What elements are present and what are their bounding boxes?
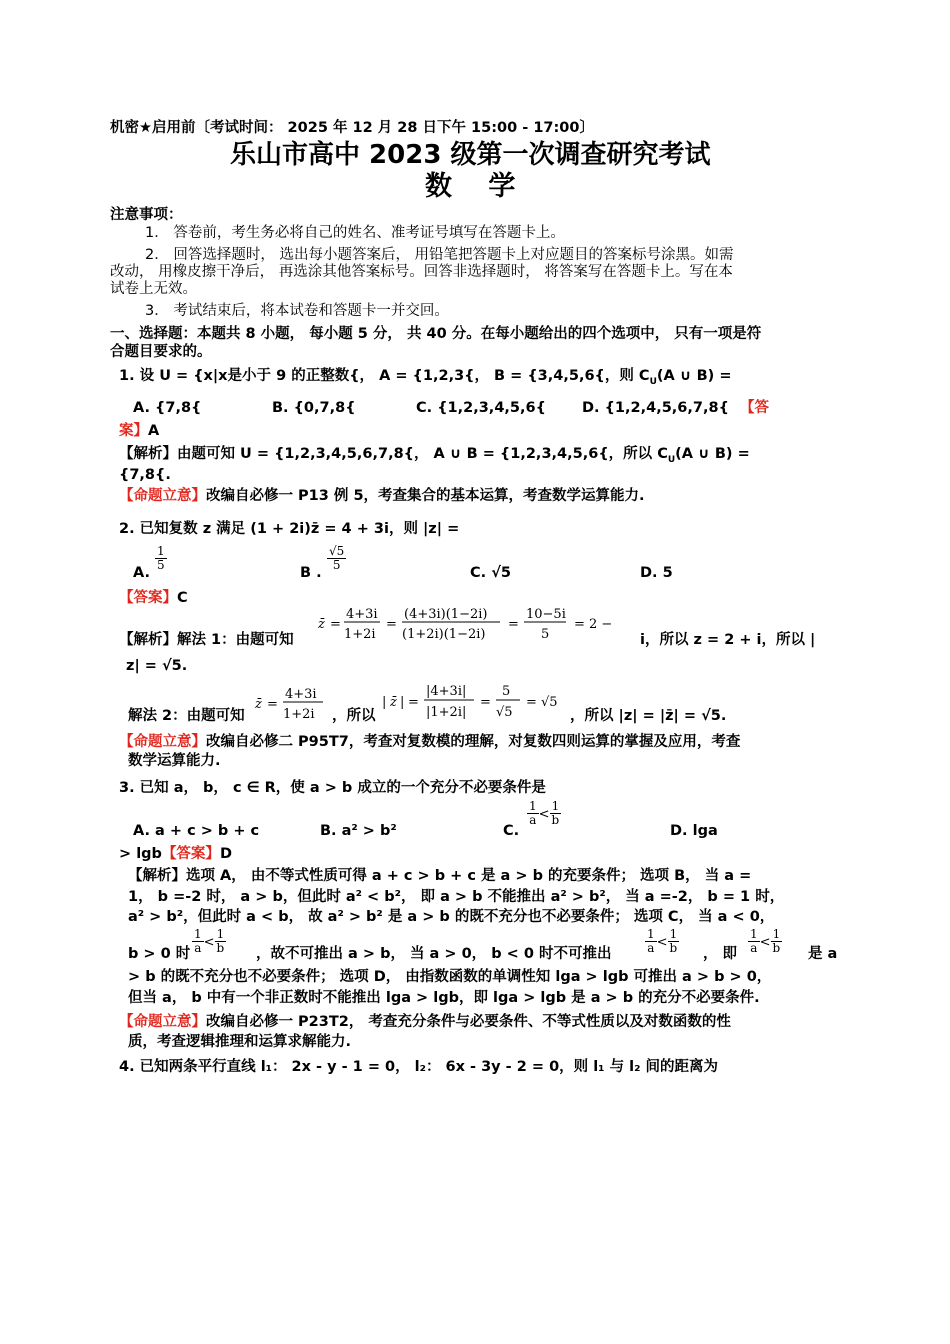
svg-text:= √5: = √5 xyxy=(526,695,558,710)
svg-text:=: = xyxy=(480,695,491,710)
question-3-analysis-fraction-1: $\frac{1}{a}$ < $\frac{1}{b}$ xyxy=(194,927,225,955)
question-3-analysis-line-1: 【解析】选项 A， 由不等式性质可得 a + c > b + c 是 a > b 的充要条件； 选项 B， 当 a = xyxy=(128,868,752,884)
question-2-method-2-formula-1 xyxy=(253,682,331,724)
svg-text:z̄: z̄ xyxy=(318,617,325,632)
question-1-option-b: B. {0,7,8{ xyxy=(272,400,356,416)
question-2-option-c: C. √5 xyxy=(470,565,511,581)
svg-text:z̄: z̄ xyxy=(390,695,397,710)
notice-item-2-line-3: 试卷上无效。 xyxy=(110,281,197,297)
notice-item-1: 1． 答卷前，考生务必将自己的姓名、准考证号填写在答题卡上。 xyxy=(145,225,565,241)
question-2-origin: 【命题立意】改编自必修二 P95T7，考查对复数模的理解，对复数四则运算的掌握及应用，考查 xyxy=(119,734,741,750)
svg-text:5: 5 xyxy=(541,627,550,642)
question-3-analysis-fraction-2: $\frac{1}{a}$ < $\frac{1}{b}$ xyxy=(647,927,678,955)
svg-text:=: = xyxy=(508,617,519,632)
question-3-analysis-line-5: > b 的既不充分也不必要条件； 选项 D， 由指数函数的单调性知 lga > lgb 可推出 a > b > 0， xyxy=(128,969,772,985)
notice-item-2-line-1: 2． 回答选择题时， 选出每小题答案后， 用铅笔把答题卡上对应题目的答案标号涂黑。如需 xyxy=(145,247,734,263)
question-1-option-d: D. {1,2,4,5,6,7,8{ xyxy=(582,400,729,416)
question-2-stem: 2. 已知复数 z 满足 (1 + 2i)z̄ = 4 + 3i，则 |z| = xyxy=(119,521,460,537)
confidential-line: 机密★启用前〔考试时间： 2025 年 12 月 28 日下午 15:00 - 17:00〕 xyxy=(110,120,594,136)
question-3-option-b: B. a² > b² xyxy=(320,823,397,839)
notice-item-3: 3． 考试结束后，将本试卷和答题卡一并交回。 xyxy=(145,303,449,319)
svg-text:=: = xyxy=(330,617,341,632)
notice-item-2-line-2: 改动， 用橡皮擦干净后， 再选涂其他答案标号。回答非选择题时， 将答案写在答题卡上。写在本 xyxy=(110,264,733,280)
question-3-option-a: A. a + c > b + c xyxy=(133,823,260,839)
question-3-analysis-line-4a: b > 0 时 xyxy=(128,946,191,962)
svg-text:= 2 −: = 2 − xyxy=(574,617,613,632)
exam-title: 乐山市高中 2023 级第一次调查研究考试 xyxy=(230,140,711,170)
question-3-option-d: D. lga xyxy=(670,823,718,839)
svg-text:=: = xyxy=(267,697,278,712)
question-3-analysis-line-4c: ， 即 xyxy=(703,946,738,962)
question-2-option-a: A. xyxy=(133,565,150,581)
question-3-option-c-formula: $\frac{1}{a}$ < $\frac{1}{b}$ xyxy=(529,799,560,827)
question-2-analysis-intro: 【解析】解法 1：由题可知 xyxy=(119,632,294,648)
svg-text:|: | xyxy=(382,695,387,710)
question-3-origin: 【命题立意】改编自必修一 P23T2， 考查充分条件与必要条件、不等式性质以及对数函数的性 xyxy=(119,1014,731,1030)
question-2-origin-line-2: 数学运算能力. xyxy=(128,753,221,769)
section-heading-line-1: 一、选择题：本题共 8 小题， 每小题 5 分， 共 40 分。在每小题给出的四个选项中， 只有一项是符 xyxy=(110,326,762,342)
question-3-analysis-line-2: 1， b =-2 时， a > b，但此时 a² < b²， 即 a > b 不能推出 a² > b²， 当 a =-2， b = 1 时， xyxy=(128,889,785,905)
svg-text:10−5i: 10−5i xyxy=(526,607,566,622)
question-3-option-c: C. xyxy=(503,823,520,839)
question-1-answer-tag-part-1: 【答 xyxy=(740,400,769,416)
question-2-method-2-tail: ，所以 |z| = |z̄| = √5. xyxy=(570,708,727,724)
question-3-analysis-line-4b: ，故不可推出 a > b， 当 a > 0， b < 0 时不可推出 xyxy=(256,946,612,962)
question-2-answer: 【答案】C xyxy=(119,590,188,606)
subject-title: 数 学 xyxy=(425,171,516,202)
question-2-option-b-fraction: $\frac{√5}{5}$ xyxy=(329,544,345,572)
question-2-option-b: B . xyxy=(300,565,322,581)
question-3-analysis-line-4d: 是 a xyxy=(808,946,838,962)
question-1-origin: 【命题立意】改编自必修一 P13 例 5，考查集合的基本运算，考查数学运算能力. xyxy=(119,488,645,504)
question-2-option-d: D. 5 xyxy=(640,565,673,581)
question-2-analysis-line-2: z| = √5. xyxy=(126,658,188,674)
section-heading-line-2: 合题目要求的。 xyxy=(110,344,212,360)
question-3-origin-line-2: 质，考查逻辑推理和运算求解能力. xyxy=(128,1034,352,1050)
svg-text:|1+2i|: |1+2i| xyxy=(426,705,467,720)
notice-heading: 注意事项： xyxy=(110,207,183,223)
question-3-stem: 3. 已知 a， b， c ∈ R，使 a > b 成立的一个充分不必要条件是 xyxy=(119,780,546,796)
svg-text:√5: √5 xyxy=(496,705,513,720)
svg-text:4+3i: 4+3i xyxy=(285,687,317,702)
question-3-analysis-line-3: a² > b²，但此时 a < b， 故 a² > b² 是 a > b 的既不充分也不必要条件； 选项 C， 当 a < 0， xyxy=(128,909,775,925)
question-1-stem: 1. 设 U = {x|x是小于 9 的正整数{， A = {1,2,3{， B = {3,4,5,6{，则 $C_U(A$ ∪ B) = xyxy=(119,368,732,387)
question-3-analysis-fraction-3: $\frac{1}{a}$ < $\frac{1}{b}$ xyxy=(750,927,781,955)
question-1-analysis: 【解析】由题可知 U = {1,2,3,4,5,6,7,8{， A ∪ B = {1,2,3,4,5,6{，所以 $C_U(A$ ∪ B) = xyxy=(119,446,750,465)
svg-text:5: 5 xyxy=(502,684,511,699)
question-1-option-c: C. {1,2,3,4,5,6{ xyxy=(416,400,546,416)
question-2-option-a-fraction: $\frac{1}{5}$ xyxy=(157,544,165,572)
svg-text:z̄: z̄ xyxy=(255,697,262,712)
svg-text:4+3i: 4+3i xyxy=(346,607,378,622)
svg-text:1+2i: 1+2i xyxy=(283,707,315,722)
question-1-answer: 案】A xyxy=(119,423,160,439)
question-2-analysis-tail: i，所以 z = 2 + i，所以 | xyxy=(640,632,816,648)
question-2-analysis-formula xyxy=(316,602,640,644)
svg-text:|: | xyxy=(400,695,405,710)
svg-text:|4+3i|: |4+3i| xyxy=(426,684,467,699)
question-1-option-a: A. {7,8{ xyxy=(133,400,202,416)
svg-text:1+2i: 1+2i xyxy=(344,627,376,642)
svg-text:(4+3i)(1−2i): (4+3i)(1−2i) xyxy=(404,607,488,622)
svg-text:=: = xyxy=(408,695,419,710)
question-1-analysis-line-2: {7,8{. xyxy=(119,467,171,483)
question-4-stem: 4. 已知两条平行直线 l₁： 2x - y - 1 = 0， l₂： 6x - 3y - 2 = 0，则 l₁ 与 l₂ 间的距离为 xyxy=(119,1059,718,1075)
question-3-answer-line: > lgb【答案】D xyxy=(119,846,232,862)
question-2-method-2-formula-2 xyxy=(380,678,570,724)
question-3-analysis-line-6: 但当 a， b 中有一个非正数时不能推出 lga > lgb，即 lga > lgb 是 a > b 的充分不必要条件. xyxy=(128,990,760,1006)
svg-text:=: = xyxy=(386,617,397,632)
question-2-method-2-mid: ，所以 xyxy=(332,708,376,724)
svg-text:(1+2i)(1−2i): (1+2i)(1−2i) xyxy=(402,627,486,642)
question-2-method-2-intro: 解法 2：由题可知 xyxy=(128,708,245,724)
